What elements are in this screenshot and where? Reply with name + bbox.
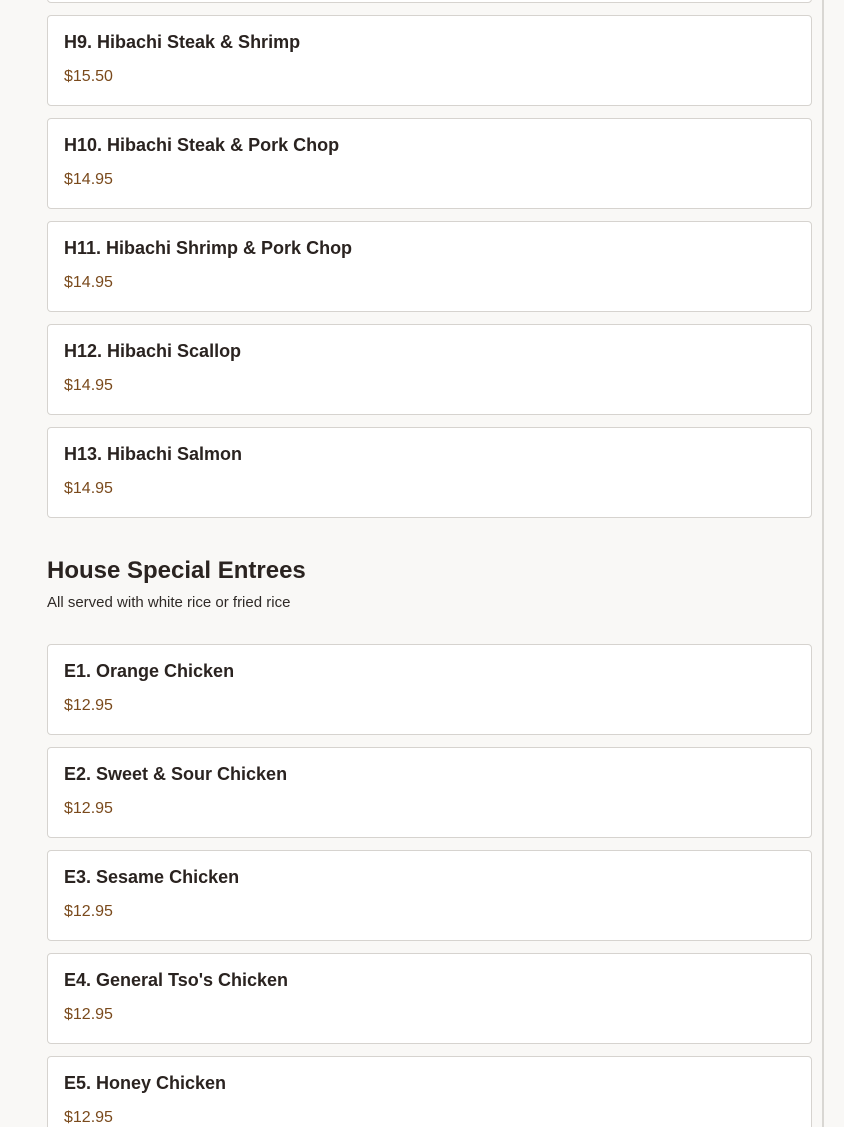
menu-item-price: $12.95 (64, 800, 113, 817)
menu-item-card[interactable] (47, 850, 812, 941)
menu-item-name: H10. Hibachi Steak & Pork Chop (64, 135, 340, 155)
menu-item-name: H12. Hibachi Scallop (64, 341, 242, 361)
menu-item-price: $14.95 (64, 274, 113, 291)
menu-item-name: H11. Hibachi Shrimp & Pork Chop (64, 238, 353, 258)
menu-item-card[interactable] (47, 644, 812, 735)
menu-item-price: $12.95 (64, 1109, 113, 1126)
menu-item-price: $14.95 (64, 171, 113, 188)
menu-item-price: $14.95 (64, 480, 113, 497)
menu-item-name: E3. Sesame Chicken (64, 867, 240, 887)
menu-item-card[interactable] (47, 1056, 812, 1127)
menu-item-name: H9. Hibachi Steak & Shrimp (64, 32, 301, 52)
menu-item-name: E2. Sweet & Sour Chicken (64, 764, 288, 784)
menu-item-card[interactable] (47, 15, 812, 106)
menu-item-price: $12.95 (64, 697, 113, 714)
menu-item-card[interactable] (47, 747, 812, 838)
menu-item-card[interactable] (47, 427, 812, 518)
section-subtitle: All served with white rice or fried rice (47, 594, 291, 611)
menu-item-card[interactable] (47, 118, 812, 209)
menu-content (47, 0, 812, 1127)
menu-item-price: $12.95 (64, 903, 113, 920)
scroll-container-edge (822, 0, 824, 1127)
menu-item-card[interactable] (47, 0, 812, 3)
menu-item-card[interactable] (47, 324, 812, 415)
section-title: House Special Entrees (47, 557, 306, 584)
section-header (47, 530, 812, 644)
menu-item-name: E4. General Tso's Chicken (64, 970, 289, 990)
menu-item-price: $12.95 (64, 1006, 113, 1023)
menu-item-price: $14.95 (64, 377, 113, 394)
menu-item-name: H13. Hibachi Salmon (64, 444, 243, 464)
menu-item-card[interactable] (47, 953, 812, 1044)
menu-item-card[interactable] (47, 221, 812, 312)
menu-item-name: E1. Orange Chicken (64, 661, 235, 681)
menu-item-name: E5. Honey Chicken (64, 1073, 227, 1093)
menu-item-price: $15.50 (64, 68, 113, 85)
